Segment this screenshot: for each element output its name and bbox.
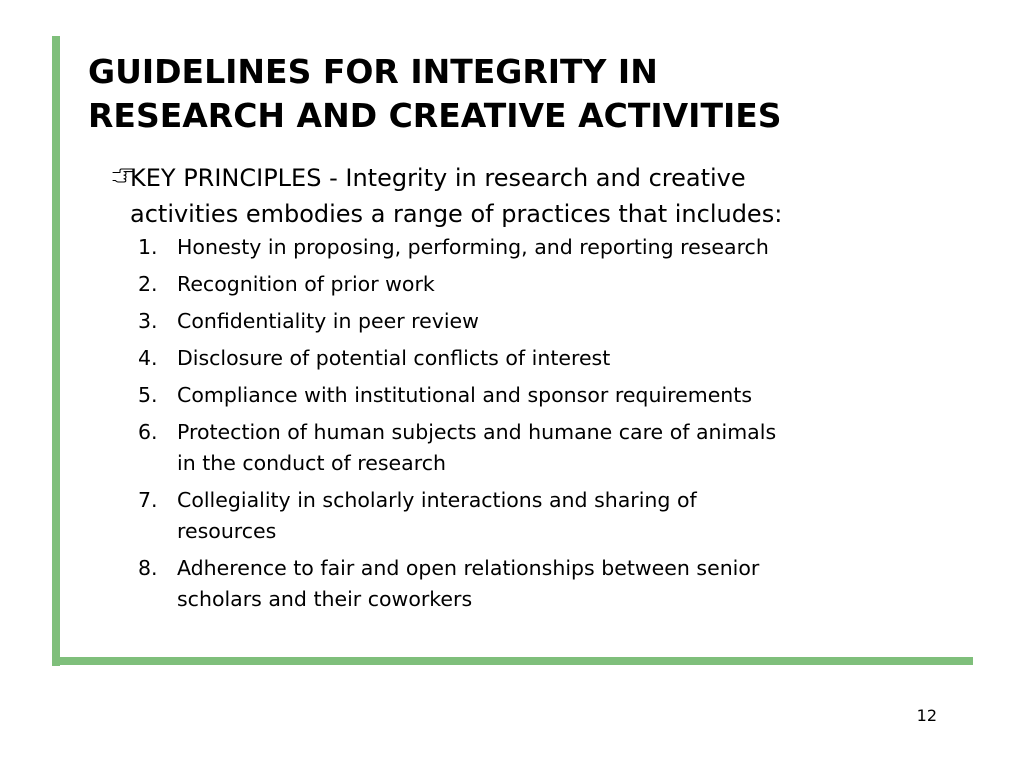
key-principles-line: activities embodies a range of practices that includes: <box>130 200 783 228</box>
slide-title-line: RESEARCH AND CREATIVE ACTIVITIES <box>88 96 782 135</box>
bottom-accent-bar <box>52 657 973 665</box>
list-item-number: 1. <box>138 235 158 259</box>
left-accent-bar <box>52 36 60 666</box>
list-item-text: in the conduct of research <box>177 451 446 475</box>
list-item-text: scholars and their coworkers <box>177 587 473 611</box>
slide-title <box>88 50 988 138</box>
list-item <box>138 232 988 263</box>
list-item-number: 6. <box>138 420 158 444</box>
list-item <box>138 380 988 411</box>
list-item <box>138 343 988 374</box>
list-item-text: Protection of human subjects and humane care of animals <box>177 420 777 444</box>
list-item-text: Collegiality in scholarly interactions and sharing of <box>177 488 697 512</box>
list-item-number: 7. <box>138 488 158 512</box>
list-item-text: Honesty in proposing, performing, and reporting research <box>177 235 769 259</box>
list-item-number: 8. <box>138 556 158 580</box>
practices-list <box>138 232 988 621</box>
slide-title-line: GUIDELINES FOR INTEGRITY IN <box>88 52 658 91</box>
list-item <box>138 485 988 547</box>
key-principles-text <box>130 160 960 232</box>
list-item-text: resources <box>177 519 277 543</box>
list-item-number: 5. <box>138 383 158 407</box>
list-item-text: Recognition of prior work <box>177 272 435 296</box>
page-number: 12 <box>916 706 937 725</box>
list-item-text: Compliance with institutional and sponsor requirements <box>177 383 753 407</box>
list-item <box>138 553 988 615</box>
list-item <box>138 269 988 300</box>
list-item-number: 3. <box>138 309 158 333</box>
key-principles-line: KEY PRINCIPLES - Integrity in research and creative <box>130 164 746 192</box>
list-item-text: Disclosure of potential conflicts of interest <box>177 346 611 370</box>
list-item-number: 2. <box>138 272 158 296</box>
list-item <box>138 306 988 337</box>
list-item <box>138 417 988 479</box>
list-item-text: Confidentiality in peer review <box>177 309 479 333</box>
list-item-text: Adherence to fair and open relationships between senior <box>177 556 760 580</box>
list-item-number: 4. <box>138 346 158 370</box>
